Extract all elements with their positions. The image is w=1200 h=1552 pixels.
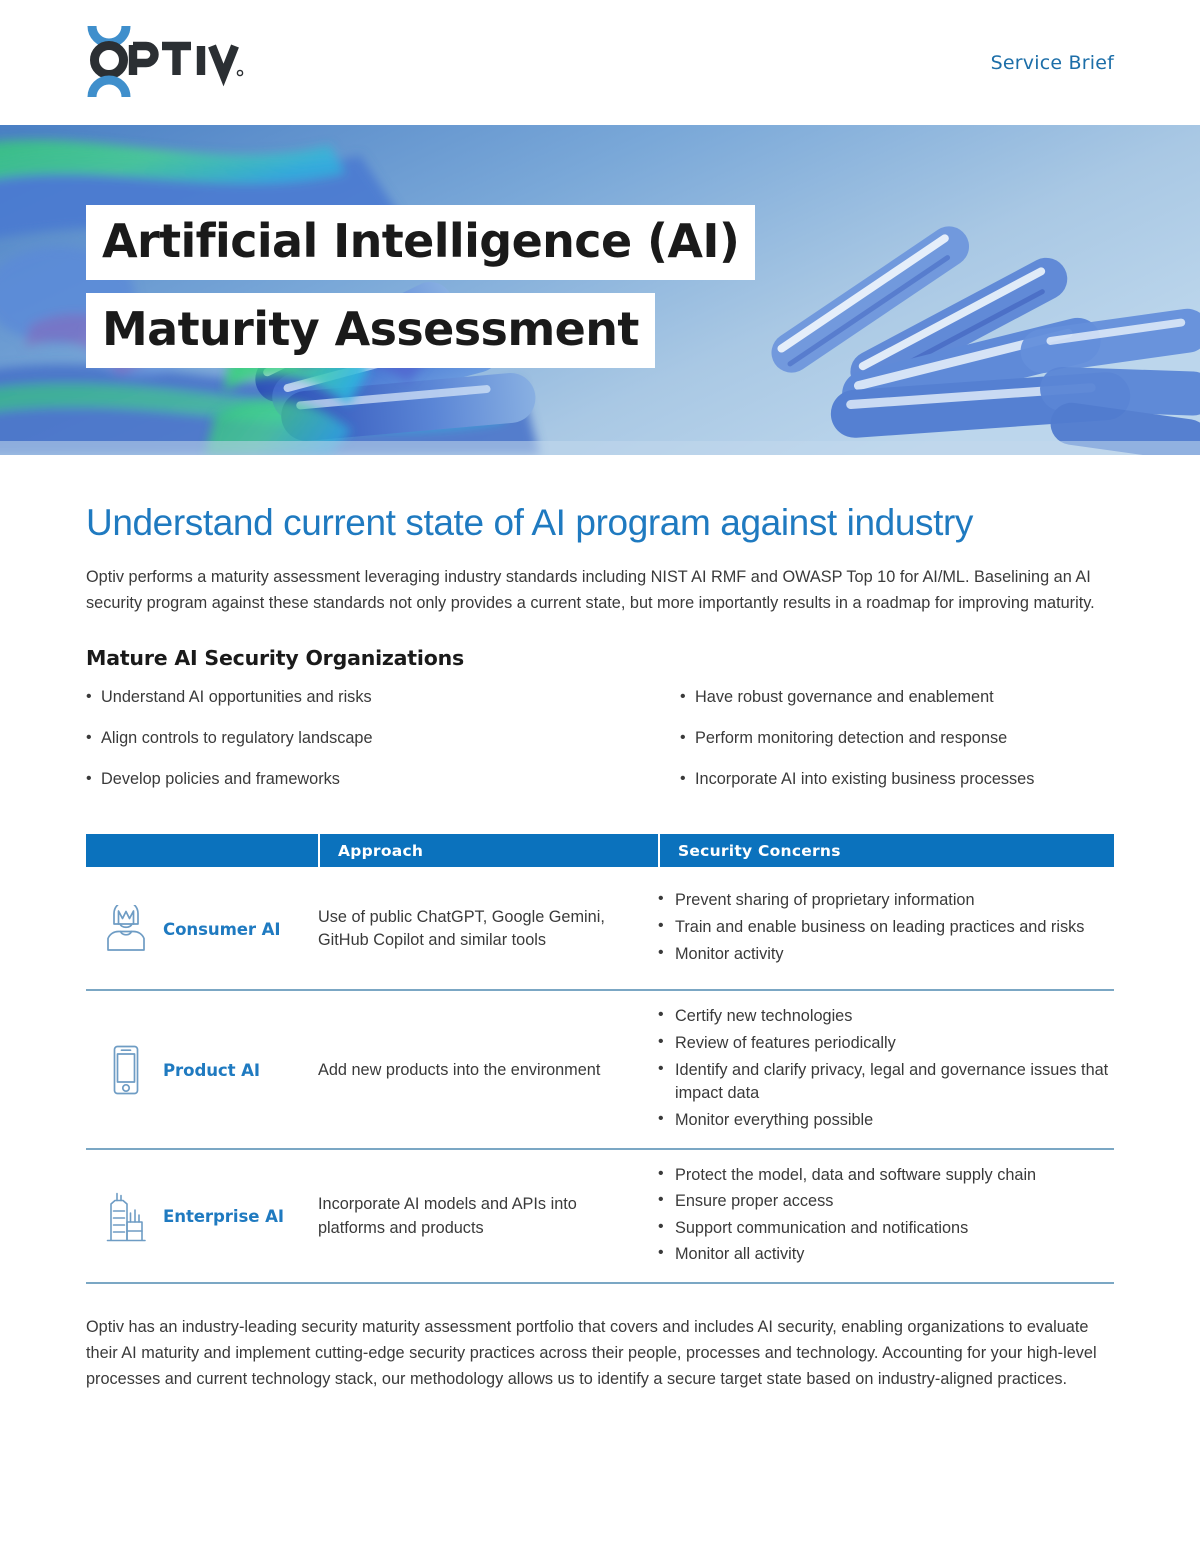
list-item — [658, 1109, 1110, 1133]
row-category-cell — [86, 881, 318, 977]
list-item — [658, 1190, 1110, 1214]
list-item-label: Review of features periodically — [675, 1034, 896, 1053]
bullet-icon: • — [658, 1244, 664, 1262]
bullet-icon: • — [680, 687, 686, 705]
list-item — [658, 1217, 1110, 1241]
bullet-icon: • — [658, 1033, 664, 1051]
bullet-icon: • — [680, 729, 686, 747]
bullet-icon: • — [86, 729, 92, 747]
list-item-label: Incorporate AI into existing business processes — [695, 770, 1035, 789]
table-row — [86, 1150, 1114, 1285]
list-item — [658, 1005, 1110, 1029]
optiv-logo[interactable] — [86, 20, 246, 106]
bullet-icon: • — [658, 917, 664, 935]
bullet-icon: • — [86, 770, 92, 788]
list-item-label: Protect the model, data and software supply chain — [675, 1165, 1037, 1184]
list-item — [86, 769, 600, 790]
list-item — [680, 687, 1114, 708]
column-header-security-concerns: Security Concerns — [658, 834, 1114, 867]
list-item-label: Align controls to regulatory landscape — [101, 729, 373, 748]
list-item-label: Understand AI opportunities and risks — [101, 687, 372, 706]
table-header-row — [86, 834, 1114, 867]
row-security-concerns-cell — [658, 1005, 1114, 1135]
bullet-icon: • — [658, 1109, 664, 1127]
list-item-label: Have robust governance and enablement — [695, 687, 994, 706]
list-item-label: Ensure proper access — [675, 1192, 834, 1211]
row-approach-cell: Incorporate AI models and APIs into platforms and products — [318, 1195, 577, 1237]
list-item — [680, 728, 1114, 749]
list-item — [658, 1059, 1110, 1106]
list-item-label: Prevent sharing of proprietary information — [675, 891, 975, 910]
row-approach-cell: Use of public ChatGPT, Google Gemini, GitHub Copilot and similar tools — [318, 907, 605, 950]
row-category-label: Product AI — [163, 1060, 260, 1080]
bullet-icon: • — [658, 890, 664, 908]
list-item — [86, 728, 600, 749]
hero-title-line-2: Maturity Assessment — [86, 293, 655, 368]
row-category-label: Consumer AI — [163, 919, 281, 939]
bullet-icon: • — [658, 1059, 664, 1077]
bullet-column-left — [86, 687, 600, 811]
document-type-label: Service Brief — [990, 51, 1114, 74]
row-security-concerns-cell — [658, 1164, 1114, 1271]
hero-banner — [0, 125, 1200, 455]
bullet-icon: • — [680, 770, 686, 788]
list-item-label: Monitor activity — [675, 944, 784, 963]
closing-paragraph: Optiv has an industry-leading security maturity assessment portfolio that covers and includes AI security, enabling organizations to evaluate their AI maturity and implement cutting-edge security practices across their people, processes and technology. Accounting for your high-level processes and current technology stack, our methodology allows us to identify a secure target state based on industry-aligned practices. — [86, 1318, 1097, 1388]
list-item-label: Train and enable business on leading practices and risks — [675, 918, 1085, 937]
row-security-concerns-cell — [658, 881, 1114, 977]
bullet-icon: • — [658, 943, 664, 961]
main-content — [0, 502, 1200, 1392]
column-header-approach: Approach — [318, 834, 658, 867]
list-item — [658, 916, 1110, 940]
bullet-icon: • — [658, 1217, 664, 1235]
row-category-cell — [86, 1164, 318, 1271]
list-item — [658, 1032, 1110, 1056]
list-item-label: Monitor everything possible — [675, 1110, 874, 1129]
table-row — [86, 991, 1114, 1149]
column-header-category — [86, 834, 318, 867]
row-approach-cell: Add new products into the environment — [318, 1060, 601, 1079]
hero-title-group — [86, 205, 755, 368]
list-item-label: Develop policies and frameworks — [101, 770, 340, 789]
ai-categories-table — [86, 834, 1114, 1284]
list-item-label: Support communication and notifications — [675, 1218, 969, 1237]
list-item-label: Certify new technologies — [675, 1007, 853, 1026]
bullet-icon: • — [658, 1006, 664, 1024]
list-item — [658, 889, 1110, 913]
bullet-icon: • — [658, 1191, 664, 1209]
person-user-icon — [102, 905, 150, 953]
subsection-heading: Mature AI Security Organizations — [86, 645, 464, 670]
list-item — [658, 1243, 1110, 1267]
hero-title-line-1: Artificial Intelligence (AI) — [86, 205, 755, 280]
list-item — [658, 1164, 1110, 1188]
list-item — [86, 687, 600, 708]
table-row — [86, 867, 1114, 991]
row-category-label: Enterprise AI — [163, 1207, 284, 1227]
mature-org-bullets — [86, 687, 1114, 811]
list-item-label: Perform monitoring detection and response — [695, 729, 1008, 748]
list-item — [658, 943, 1110, 967]
page-title: Understand current state of AI program against industry — [86, 502, 974, 543]
intro-paragraph: Optiv performs a maturity assessment leveraging industry standards including NIST AI RMF and OWASP Top 10 for AI/ML. Baselining an AI security program against these standards not only provides a current state, but more importantly results in a roadmap for improving maturity. — [86, 568, 1095, 613]
smartphone-icon — [102, 1044, 150, 1096]
buildings-skyline-icon — [102, 1191, 150, 1243]
bullet-column-right — [600, 687, 1114, 811]
bullet-icon: • — [86, 687, 92, 705]
row-category-cell — [86, 1005, 318, 1135]
list-item-label: Monitor all activity — [675, 1245, 805, 1264]
list-item — [680, 769, 1114, 790]
page-header — [0, 0, 1200, 125]
bullet-icon: • — [658, 1164, 664, 1182]
list-item-label: Identify and clarify privacy, legal and governance issues that impact data — [675, 1060, 1109, 1103]
